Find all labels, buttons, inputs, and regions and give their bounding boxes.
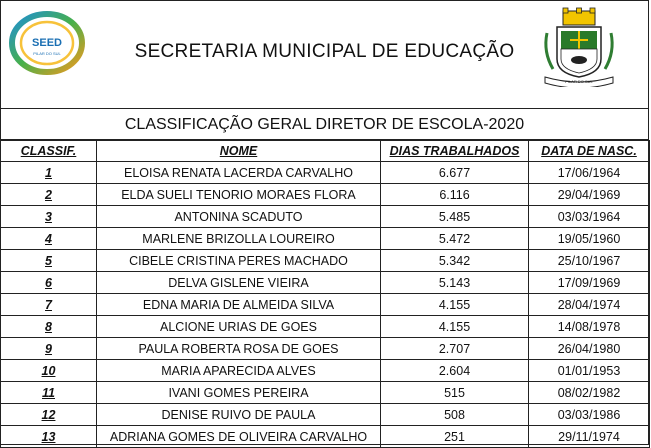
birth-date-cell: 26/04/1980 <box>529 338 650 360</box>
table-row <box>1 316 650 338</box>
birth-date-cell: 17/06/1964 <box>529 162 650 184</box>
birth-date-cell: 19/05/1960 <box>529 228 650 250</box>
rank-cell: 3 <box>1 206 97 228</box>
table-row <box>1 294 650 316</box>
days-worked-cell: 4.155 <box>381 294 529 316</box>
birth-date-cell: 29/11/1974 <box>529 426 650 448</box>
rank-cell: 6 <box>1 272 97 294</box>
seed-logo-subtext: PILAR DO SUL <box>33 51 61 56</box>
days-worked-cell: 4.155 <box>381 316 529 338</box>
table-row <box>1 250 650 272</box>
days-worked-cell: 251 <box>381 426 529 448</box>
birth-date-cell: 29/04/1969 <box>529 184 650 206</box>
table-row <box>1 338 650 360</box>
days-worked-cell: 6.677 <box>381 162 529 184</box>
days-worked-cell: 5.143 <box>381 272 529 294</box>
birth-date-cell: 17/09/1969 <box>529 272 650 294</box>
table-row <box>1 162 650 184</box>
name-cell: MARLENE BRIZOLLA LOUREIRO <box>97 228 381 250</box>
column-header-dias-trabalhados: DIAS TRABALHADOS <box>381 141 529 162</box>
rank-cell: 1 <box>1 162 97 184</box>
rank-cell: 8 <box>1 316 97 338</box>
days-worked-cell: 5.342 <box>381 250 529 272</box>
rank-cell: 12 <box>1 404 97 426</box>
column-header-nome: NOME <box>97 141 381 162</box>
birth-date-cell: 14/08/1978 <box>529 316 650 338</box>
seal-ribbon-text: PILAR DO SUL <box>565 79 593 84</box>
table-row <box>1 426 650 448</box>
days-worked-cell: 2.707 <box>381 338 529 360</box>
document-header <box>1 1 648 109</box>
ranking-table <box>0 140 650 448</box>
table-row <box>1 184 650 206</box>
birth-date-cell: 01/01/1953 <box>529 360 650 382</box>
name-cell: MARIA APARECIDA ALVES <box>97 360 381 382</box>
name-cell: ADRIANA GOMES DE OLIVEIRA CARVALHO <box>97 426 381 448</box>
name-cell: IVANI GOMES PEREIRA <box>97 382 381 404</box>
name-cell: PAULA ROBERTA ROSA DE GOES <box>97 338 381 360</box>
column-header-data-nasc: DATA DE NASC. <box>529 141 650 162</box>
page-title: SECRETARIA MUNICIPAL DE EDUCAÇÃO <box>134 41 515 62</box>
rank-cell: 10 <box>1 360 97 382</box>
name-cell: DELVA GISLENE VIEIRA <box>97 272 381 294</box>
birth-date-cell: 08/02/1982 <box>529 382 650 404</box>
rank-cell: 7 <box>1 294 97 316</box>
days-worked-cell: 5.485 <box>381 206 529 228</box>
name-cell: EDNA MARIA DE ALMEIDA SILVA <box>97 294 381 316</box>
birth-date-cell: 28/04/1974 <box>529 294 650 316</box>
table-row <box>1 360 650 382</box>
days-worked-cell: 5.472 <box>381 228 529 250</box>
name-cell: ELDA SUELI TENORIO MORAES FLORA <box>97 184 381 206</box>
days-worked-cell: 6.116 <box>381 184 529 206</box>
ranking-subtitle: CLASSIFICAÇÃO GERAL DIRETOR DE ESCOLA-2020 <box>1 109 648 140</box>
seed-logo-text: SEED <box>32 37 62 49</box>
name-cell: DENISE RUIVO DE PAULA <box>97 404 381 426</box>
table-row <box>1 382 650 404</box>
name-cell: ALCIONE URIAS DE GOES <box>97 316 381 338</box>
days-worked-cell: 2.604 <box>381 360 529 382</box>
table-header-row <box>1 141 650 162</box>
table-row <box>1 206 650 228</box>
table-row <box>1 404 650 426</box>
rank-cell: 5 <box>1 250 97 272</box>
rank-cell: 4 <box>1 228 97 250</box>
table-row <box>1 272 650 294</box>
birth-date-cell: 25/10/1967 <box>529 250 650 272</box>
days-worked-cell: 515 <box>381 382 529 404</box>
days-worked-cell: 508 <box>381 404 529 426</box>
table-row <box>1 228 650 250</box>
column-header-classif: CLASSIF. <box>1 141 97 162</box>
name-cell: CIBELE CRISTINA PERES MACHADO <box>97 250 381 272</box>
rank-cell: 2 <box>1 184 97 206</box>
rank-cell: 11 <box>1 382 97 404</box>
rank-cell: 13 <box>1 426 97 448</box>
birth-date-cell: 03/03/1986 <box>529 404 650 426</box>
rank-cell: 9 <box>1 338 97 360</box>
municipal-seal-icon <box>539 7 619 87</box>
name-cell: ELOISA RENATA LACERDA CARVALHO <box>97 162 381 184</box>
name-cell: ANTONINA SCADUTO <box>97 206 381 228</box>
birth-date-cell: 03/03/1964 <box>529 206 650 228</box>
